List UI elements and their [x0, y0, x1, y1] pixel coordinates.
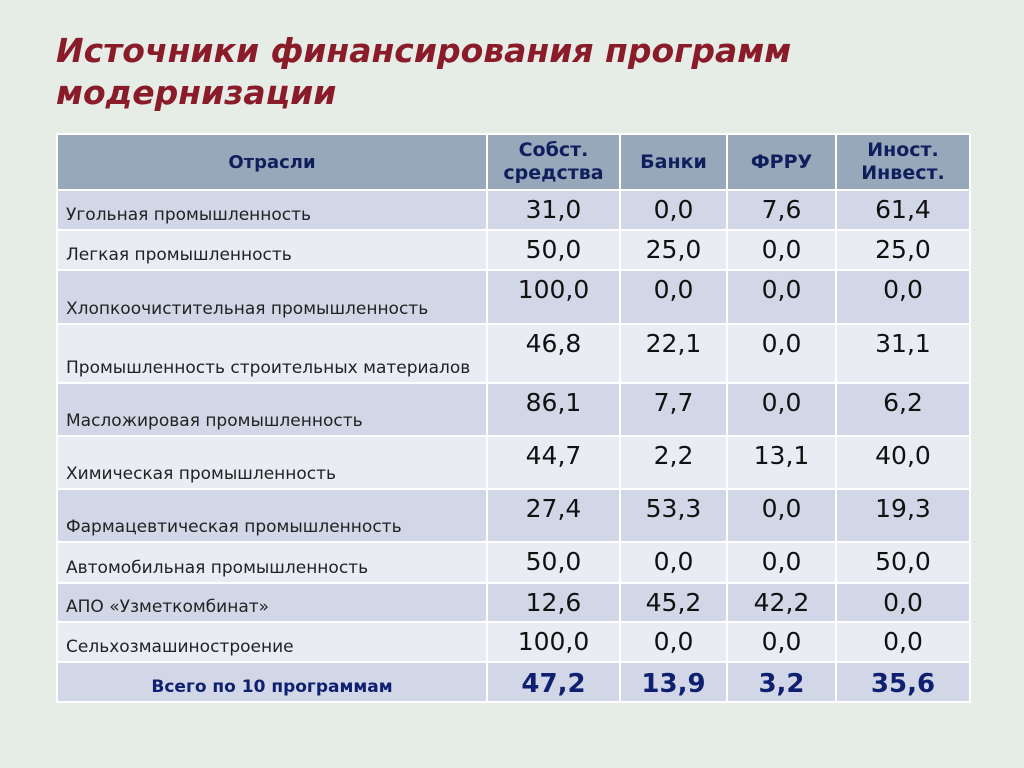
value-banks: 2,2	[620, 436, 727, 489]
value-banks: 53,3	[620, 489, 727, 542]
value-foreign: 50,0	[836, 542, 970, 583]
value-foreign: 0,0	[836, 270, 970, 324]
value-banks: 0,0	[620, 622, 727, 662]
table-row	[57, 542, 970, 583]
industry-name: Химическая промышленность	[57, 436, 487, 489]
industry-name: Масложировая промышленность	[57, 383, 487, 436]
table-row	[57, 383, 970, 436]
value-foreign: 6,2	[836, 383, 970, 436]
table-row	[57, 489, 970, 542]
value-own: 50,0	[487, 542, 620, 583]
table-row	[57, 270, 970, 324]
table-row	[57, 324, 970, 383]
value-foreign: 0,0	[836, 583, 970, 622]
value-foreign: 61,4	[836, 190, 970, 230]
value-frru: 0,0	[727, 622, 836, 662]
value-banks: 45,2	[620, 583, 727, 622]
value-frru: 7,6	[727, 190, 836, 230]
value-frru: 0,0	[727, 230, 836, 270]
header-frru: ФРРУ	[727, 134, 836, 190]
value-own: 46,8	[487, 324, 620, 383]
table-row	[57, 190, 970, 230]
value-foreign: 31,1	[836, 324, 970, 383]
industry-name: Угольная промышленность	[57, 190, 487, 230]
total-frru: 3,2	[727, 662, 836, 702]
industry-name: Фармацевтическая промышленность	[57, 489, 487, 542]
value-frru: 0,0	[727, 489, 836, 542]
industry-name: Промышленность строительных материалов	[57, 324, 487, 383]
total-label: Всего по 10 программам	[57, 662, 487, 702]
industry-name: Хлопкоочистительная промышленность	[57, 270, 487, 324]
value-foreign: 0,0	[836, 622, 970, 662]
industry-name: Сельхозмашиностроение	[57, 622, 487, 662]
header-own-funds: Собст. средства	[487, 134, 620, 190]
value-banks: 7,7	[620, 383, 727, 436]
total-row	[57, 662, 970, 702]
funding-table	[56, 133, 971, 703]
table-row	[57, 436, 970, 489]
value-own: 50,0	[487, 230, 620, 270]
total-foreign: 35,6	[836, 662, 970, 702]
header-foreign-invest: Иност. Инвест.	[836, 134, 970, 190]
value-own: 44,7	[487, 436, 620, 489]
value-own: 100,0	[487, 622, 620, 662]
value-frru: 0,0	[727, 324, 836, 383]
table-row	[57, 583, 970, 622]
title-line-1: Источники финансирования программ	[56, 31, 792, 70]
table-row	[57, 622, 970, 662]
value-own: 31,0	[487, 190, 620, 230]
value-own: 100,0	[487, 270, 620, 324]
value-frru: 42,2	[727, 583, 836, 622]
header-industries: Отрасли	[57, 134, 487, 190]
value-frru: 0,0	[727, 542, 836, 583]
value-frru: 0,0	[727, 270, 836, 324]
industry-name: Легкая промышленность	[57, 230, 487, 270]
value-frru: 0,0	[727, 383, 836, 436]
value-banks: 25,0	[620, 230, 727, 270]
value-banks: 0,0	[620, 190, 727, 230]
industry-name: Автомобильная промышленность	[57, 542, 487, 583]
value-foreign: 19,3	[836, 489, 970, 542]
value-foreign: 40,0	[836, 436, 970, 489]
total-own: 47,2	[487, 662, 620, 702]
header-banks: Банки	[620, 134, 727, 190]
title-line-2: модернизации	[56, 73, 337, 112]
value-foreign: 25,0	[836, 230, 970, 270]
industry-name: АПО «Узметкомбинат»	[57, 583, 487, 622]
table-row	[57, 230, 970, 270]
value-banks: 0,0	[620, 270, 727, 324]
value-frru: 13,1	[727, 436, 836, 489]
value-banks: 0,0	[620, 542, 727, 583]
slide-title	[56, 30, 956, 114]
total-banks: 13,9	[620, 662, 727, 702]
value-own: 12,6	[487, 583, 620, 622]
value-banks: 22,1	[620, 324, 727, 383]
value-own: 86,1	[487, 383, 620, 436]
header-row	[57, 134, 970, 190]
value-own: 27,4	[487, 489, 620, 542]
